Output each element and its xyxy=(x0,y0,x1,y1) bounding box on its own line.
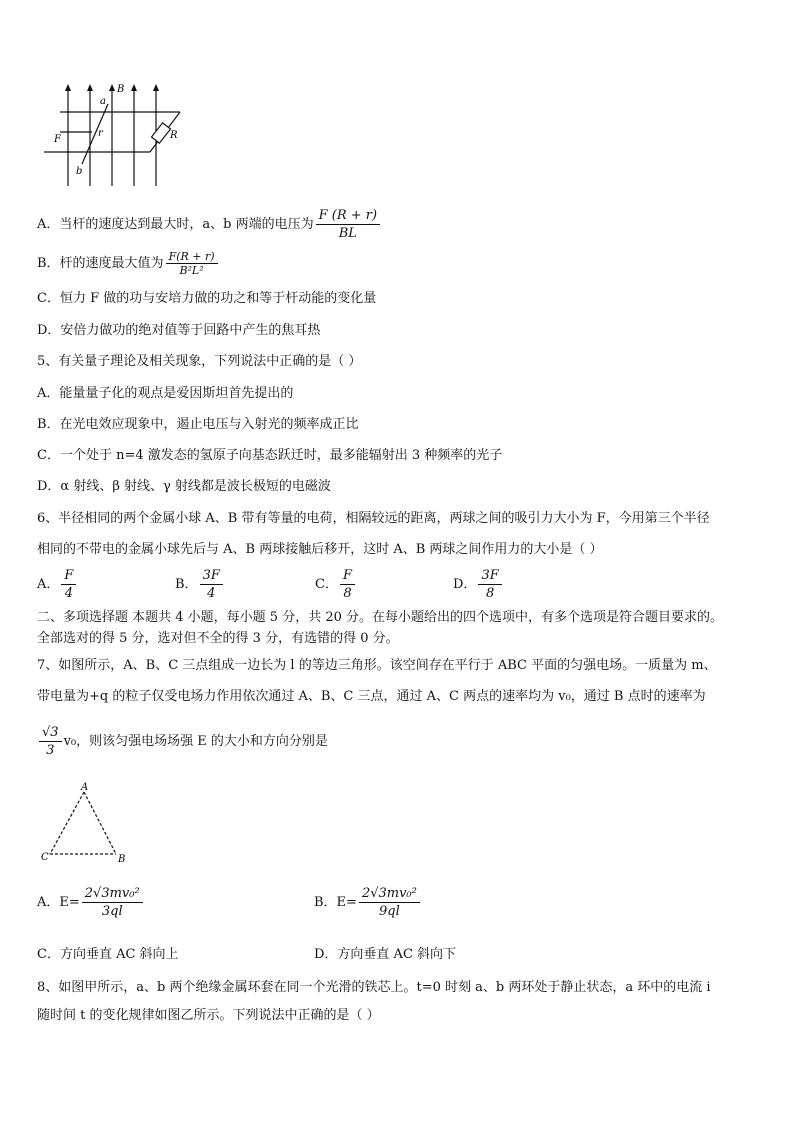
q8-stem-line2: 随时间 t 的变化规律如图乙所示。下列说法中正确的是（ ） xyxy=(37,1008,380,1023)
q7-option-a: A．E= $\frac{\text{2√3mv₀²}}{3ql}$ xyxy=(37,885,145,920)
q4-option-c: C．恒力 F 做的功与安培力做的功之和等于杆动能的变化量 xyxy=(37,291,377,306)
triangle-label-c: C xyxy=(41,852,49,863)
q4-option-a: A．当杆的速度达到最大时，a、b 两端的电压为 $\frac{F (R + r)}{BL}$ xyxy=(37,207,382,242)
section2-heading-line1: 二、多项选择题 本题共 4 小题，每小题 5 分，共 20 分。在每小题给出的四个选项中，有多个选项是符合题目要求的。 xyxy=(37,610,724,625)
q6-option-c: C． $\frac{F}{8}$ xyxy=(315,567,357,602)
q7-option-d: D．方向垂直 AC 斜向下 xyxy=(314,947,457,962)
label-R: R xyxy=(170,130,178,141)
rail-figure xyxy=(40,80,200,190)
label-a: a xyxy=(100,96,106,107)
q5-option-a: A．能量量子化的观点是爱因斯坦首先提出的 xyxy=(37,386,294,401)
q6-option-a: A． $\frac{F}{4}$ xyxy=(37,567,78,602)
q6-option-d: D． $\frac{3F}{8}$ xyxy=(453,567,504,602)
q7-stem-line2: 带电量为+q 的粒子仅受电场力作用依次通过 A、B、C 三点，通过 A、C 两点的速率均为 v₀，通过 B 点时的速率为 xyxy=(37,689,706,704)
q8-stem-line1: 8、如图甲所示，a、b 两个绝缘金属环套在同一个光滑的铁芯上。t=0 时刻 a、b 两环处于静止状态，a 环中的电流 i xyxy=(37,980,711,995)
q6-stem-line1: 6、半径相同的两个金属小球 A、B 带有等量的电荷，相隔较远的距离，两球之间的吸引力大小为 F，今用第三个半径 xyxy=(37,511,710,526)
q4-option-d: D．安倍力做功的绝对值等于回路中产生的焦耳热 xyxy=(37,323,321,338)
q5-stem: 5、有关量子理论及相关现象，下列说法中正确的是（ ） xyxy=(37,354,362,369)
q7-option-b: B．E= $\frac{\text{2√3mv₀²}}{9ql}$ xyxy=(314,885,422,920)
q7-stem-line3: $\frac{√3}{3}$ v₀，则该匀强电场场强 E 的大小和方向分别是 xyxy=(37,724,328,759)
label-F: F xyxy=(54,134,61,145)
q5-option-c: C．一个处于 n=4 激发态的氢原子向基态跃迁时，最多能辐射出 3 种频率的光子 xyxy=(37,448,503,463)
q6-option-b: B． $\frac{3F}{4}$ xyxy=(175,567,225,602)
q7-stem-line1: 7、如图所示，A、B、C 三点组成一边长为 l 的等边三角形。该空间存在平行于 ABC 平面的匀强电场。一质量为 m、 xyxy=(37,658,717,673)
q7-option-c: C．方向垂直 AC 斜向上 xyxy=(37,947,179,962)
section2-heading-line2: 全部选对的得 5 分，选对但不全的得 3 分，有选错的得 0 分。 xyxy=(37,631,399,646)
label-b: b xyxy=(76,166,83,177)
triangle-label-b: B xyxy=(118,854,126,865)
q6-stem-line2: 相同的不带电的金属小球先后与 A、B 两球接触后移开，这时 A、B 两球之间作用力的大小是（ ） xyxy=(37,542,603,557)
label-r: r xyxy=(98,128,103,139)
q4-option-b: B．杆的速度最大值为 $\frac{F(R + r)}{\text{B²L²}}$ xyxy=(37,250,220,277)
triangle-figure xyxy=(38,780,138,868)
label-B: B xyxy=(117,84,125,95)
q5-option-d: D．α 射线、β 射线、γ 射线都是波长极短的电磁波 xyxy=(37,479,331,494)
triangle-label-a: A xyxy=(81,782,89,793)
q5-option-b: B．在光电效应现象中，遏止电压与入射光的频率成正比 xyxy=(37,417,359,432)
